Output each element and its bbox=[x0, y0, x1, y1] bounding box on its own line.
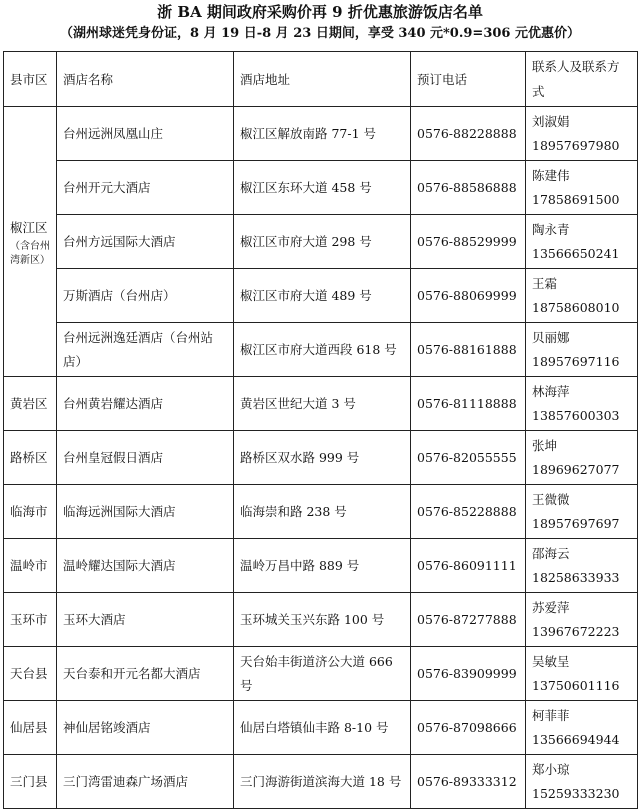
hotel-address-cell: 仙居白塔镇仙丰路 8-10 号 bbox=[234, 701, 411, 755]
table-row bbox=[4, 485, 638, 539]
hotel-name-cell: 温岭耀达国际大酒店 bbox=[57, 539, 234, 593]
contact-cell bbox=[526, 485, 638, 539]
jiaojiang-group bbox=[4, 107, 638, 377]
contact-name: 林海萍 bbox=[532, 383, 570, 399]
hotel-address-cell: 椒江区市府大道 489 号 bbox=[234, 269, 411, 323]
contact-name: 王微微 bbox=[532, 491, 570, 507]
hotel-name-cell: 台州远洲逸廷酒店（台州站店） bbox=[57, 323, 234, 377]
page-subtitle: （湖州球迷凭身份证，8 月 19 日-8 月 23 日期间，享受 340 元*0.9=306 元优惠价） bbox=[60, 26, 580, 41]
county-name: 椒江区 bbox=[10, 219, 48, 235]
contact-cell bbox=[526, 701, 638, 755]
contact-phone: 18957697697 bbox=[532, 515, 620, 531]
booking-phone-cell: 0576-87098666 bbox=[411, 701, 526, 755]
hotel-address-cell: 椒江区东环大道 458 号 bbox=[234, 161, 411, 215]
booking-phone-cell: 0576-82055555 bbox=[411, 431, 526, 485]
contact-phone: 18258633933 bbox=[532, 569, 620, 585]
county-cell: 天台县 bbox=[4, 647, 57, 701]
page-title: 浙 BA 期间政府采购价再 9 折优惠旅游饭店名单 bbox=[157, 3, 483, 21]
table-row bbox=[4, 161, 638, 215]
booking-phone-cell: 0576-89333312 bbox=[411, 755, 526, 809]
contact-cell bbox=[526, 215, 638, 269]
county-cell: 临海市 bbox=[4, 485, 57, 539]
table-row bbox=[4, 701, 638, 755]
table-row bbox=[4, 269, 638, 323]
booking-phone-cell: 0576-88228888 bbox=[411, 107, 526, 161]
contact-name: 邵海云 bbox=[532, 545, 570, 561]
contact-cell bbox=[526, 431, 638, 485]
table-row bbox=[4, 107, 638, 161]
hotel-address-cell: 路桥区双水路 999 号 bbox=[234, 431, 411, 485]
hotel-address-cell: 三门海游街道滨海大道 18 号 bbox=[234, 755, 411, 809]
county-note: （含台州湾新区） bbox=[10, 240, 50, 266]
table-row bbox=[4, 593, 638, 647]
contact-name: 陈建伟 bbox=[532, 167, 570, 183]
contact-cell bbox=[526, 323, 638, 377]
hotel-name-cell: 台州远洲凤凰山庄 bbox=[57, 107, 234, 161]
booking-phone-cell: 0576-88586888 bbox=[411, 161, 526, 215]
contact-cell bbox=[526, 755, 638, 809]
hotel-address-cell: 天台始丰街道济公大道 666 号 bbox=[234, 647, 411, 701]
contact-name: 苏爱萍 bbox=[532, 599, 570, 615]
hotel-name-cell: 万斯酒店（台州店） bbox=[57, 269, 234, 323]
hotel-name-cell: 神仙居铭竣酒店 bbox=[57, 701, 234, 755]
table-row bbox=[4, 215, 638, 269]
county-cell: 黄岩区 bbox=[4, 377, 57, 431]
hotel-name-cell: 三门湾雷迪森广场酒店 bbox=[57, 755, 234, 809]
contact-name: 贝丽娜 bbox=[532, 329, 570, 345]
hotel-name-cell: 台州方远国际大酒店 bbox=[57, 215, 234, 269]
hotel-name-cell: 台州皇冠假日酒店 bbox=[57, 431, 234, 485]
contact-phone: 18957697116 bbox=[532, 353, 620, 369]
booking-phone-cell: 0576-83909999 bbox=[411, 647, 526, 701]
hotel-address-cell: 玉环城关玉兴东路 100 号 bbox=[234, 593, 411, 647]
contact-phone: 13857600303 bbox=[532, 407, 620, 423]
contact-phone: 18758608010 bbox=[532, 299, 620, 315]
hotel-address-cell: 椒江区市府大道 298 号 bbox=[234, 215, 411, 269]
header-county: 县市区 bbox=[4, 52, 57, 107]
county-cell: 仙居县 bbox=[4, 701, 57, 755]
table-row bbox=[4, 647, 638, 701]
contact-name: 刘淑娟 bbox=[532, 113, 570, 129]
booking-phone-cell: 0576-88069999 bbox=[411, 269, 526, 323]
table-row bbox=[4, 431, 638, 485]
contact-phone: 13566650241 bbox=[532, 245, 620, 261]
contact-phone: 13750601116 bbox=[532, 677, 620, 693]
contact-cell bbox=[526, 539, 638, 593]
contact-cell bbox=[526, 161, 638, 215]
hotel-name-cell: 玉环大酒店 bbox=[57, 593, 234, 647]
hotel-address-cell: 临海崇和路 238 号 bbox=[234, 485, 411, 539]
county-cell: 温岭市 bbox=[4, 539, 57, 593]
header-hotel: 酒店名称 bbox=[57, 52, 234, 107]
county-cell: 玉环市 bbox=[4, 593, 57, 647]
booking-phone-cell: 0576-88529999 bbox=[411, 215, 526, 269]
table-header-row bbox=[4, 52, 638, 107]
hotel-name-cell: 天台泰和开元名都大酒店 bbox=[57, 647, 234, 701]
booking-phone-cell: 0576-81118888 bbox=[411, 377, 526, 431]
header-phone: 预订电话 bbox=[411, 52, 526, 107]
contact-cell bbox=[526, 269, 638, 323]
contact-phone: 15259333230 bbox=[532, 785, 620, 801]
booking-phone-cell: 0576-87277888 bbox=[411, 593, 526, 647]
contact-phone: 13566694944 bbox=[532, 731, 620, 747]
header-address: 酒店地址 bbox=[234, 52, 411, 107]
county-cell: 路桥区 bbox=[4, 431, 57, 485]
table-row bbox=[4, 323, 638, 377]
county-cell: 三门县 bbox=[4, 755, 57, 809]
hotel-address-cell: 椒江区市府大道西段 618 号 bbox=[234, 323, 411, 377]
contact-phone: 18957697980 bbox=[532, 137, 620, 153]
contact-name: 柯菲菲 bbox=[532, 707, 570, 723]
contact-name: 张坤 bbox=[532, 437, 558, 453]
hotel-name-cell: 台州黄岩耀达酒店 bbox=[57, 377, 234, 431]
table-row bbox=[4, 755, 638, 809]
hotel-address-cell: 温岭万昌中路 889 号 bbox=[234, 539, 411, 593]
table-row bbox=[4, 377, 638, 431]
contact-name: 陶永青 bbox=[532, 221, 570, 237]
contact-cell bbox=[526, 377, 638, 431]
contact-name: 郑小琼 bbox=[532, 761, 570, 777]
hotel-name-cell: 临海远洲国际大酒店 bbox=[57, 485, 234, 539]
contact-phone: 18969627077 bbox=[532, 461, 620, 477]
contact-cell bbox=[526, 107, 638, 161]
booking-phone-cell: 0576-85228888 bbox=[411, 485, 526, 539]
contact-phone: 13967672223 bbox=[532, 623, 620, 639]
contact-cell bbox=[526, 647, 638, 701]
header-contact: 联系人及联系方式 bbox=[526, 52, 638, 107]
hotel-name-cell: 台州开元大酒店 bbox=[57, 161, 234, 215]
contact-name: 王霜 bbox=[532, 275, 558, 291]
booking-phone-cell: 0576-86091111 bbox=[411, 539, 526, 593]
county-cell bbox=[4, 107, 57, 377]
hotel-address-cell: 椒江区解放南路 77-1 号 bbox=[234, 107, 411, 161]
booking-phone-cell: 0576-88161888 bbox=[411, 323, 526, 377]
table-row bbox=[4, 539, 638, 593]
contact-name: 吴敏呈 bbox=[532, 653, 570, 669]
contact-cell bbox=[526, 593, 638, 647]
other-counties-group bbox=[4, 377, 638, 809]
hotel-address-cell: 黄岩区世纪大道 3 号 bbox=[234, 377, 411, 431]
contact-phone: 17858691500 bbox=[532, 191, 620, 207]
hotel-table bbox=[3, 51, 638, 809]
